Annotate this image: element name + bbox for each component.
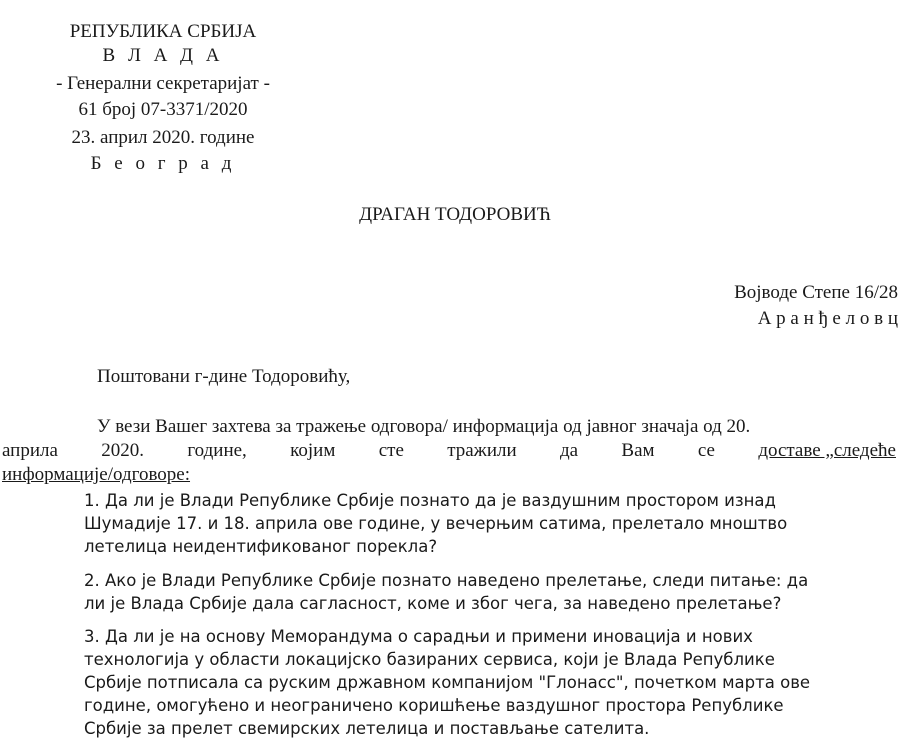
recipient-street: Војводе Степе 16/28 (734, 282, 898, 303)
header-secretariat: - Генерални секретаријат - (56, 73, 270, 94)
intro-line-3: информације/одговоре: (2, 464, 191, 485)
question-item-3 (84, 625, 896, 740)
question-item-2 (84, 569, 896, 615)
header-republic: РЕПУБЛИКА СРБИЈА (69, 21, 257, 42)
greeting: Поштовани г-дине Тодоровићу, (97, 366, 351, 387)
header-date: 23. април 2020. године (71, 127, 255, 148)
intro-line-1: У вези Вашег захтева за тражење одговора/ информација од јавног значаја од 20. (97, 416, 751, 437)
question-line: 2. Ако је Влади Републике Србије познато наведено прелетање, следи питање: да (84, 571, 809, 590)
intro-underlined-text: доставе „следеће (758, 440, 896, 461)
intro-word: године, (187, 440, 247, 461)
intro-word: којим (290, 440, 336, 461)
header-government: В Л А Д А (102, 45, 224, 66)
intro-word: се (697, 440, 715, 461)
question-item-1 (84, 489, 896, 558)
question-line: технологија у области локацијско базираних сервиса, који је Влада Републике (84, 650, 775, 669)
intro-word: 2020. (101, 440, 145, 461)
intro-word: тражили (447, 440, 517, 461)
question-line: Србије за прелет свемирских летелица и постављање сателита. (84, 719, 650, 738)
header-reference-number: 61 број 07-3371/2020 (78, 99, 248, 120)
question-line: ли је Влада Србије дала сагласност, коме и због чега, за наведено прелетање? (84, 594, 782, 613)
intro-line-2 (2, 440, 896, 462)
question-line: Србије потписала са руским државном компанијом "Глонасс", почетком марта ове (84, 673, 811, 692)
intro-word: априла (2, 440, 58, 461)
recipient-name: ДРАГАН ТОДОРОВИЋ (359, 204, 551, 225)
question-line: 3. Да ли је на основу Меморандума о сарадњи и примени иновација и нових (84, 627, 753, 646)
recipient-city: А р а н ђ е л о в ц (757, 308, 898, 329)
question-line: летелица неидентификованог порекла? (84, 537, 438, 556)
intro-word: да (559, 440, 579, 461)
intro-word: сте (378, 440, 404, 461)
intro-word: Вам (621, 440, 655, 461)
header-city: Б е о г р а д (90, 153, 236, 174)
question-line: Шумадије 17. и 18. априла ове године, у вечерњим сатима, прелетало мноштво (84, 514, 788, 533)
question-line: године, омогућено и неограничено коришћење ваздушног простора Републике (84, 696, 784, 715)
question-line: 1. Да ли је Влади Републике Србије познато да је ваздушним простором изнад (84, 491, 776, 510)
